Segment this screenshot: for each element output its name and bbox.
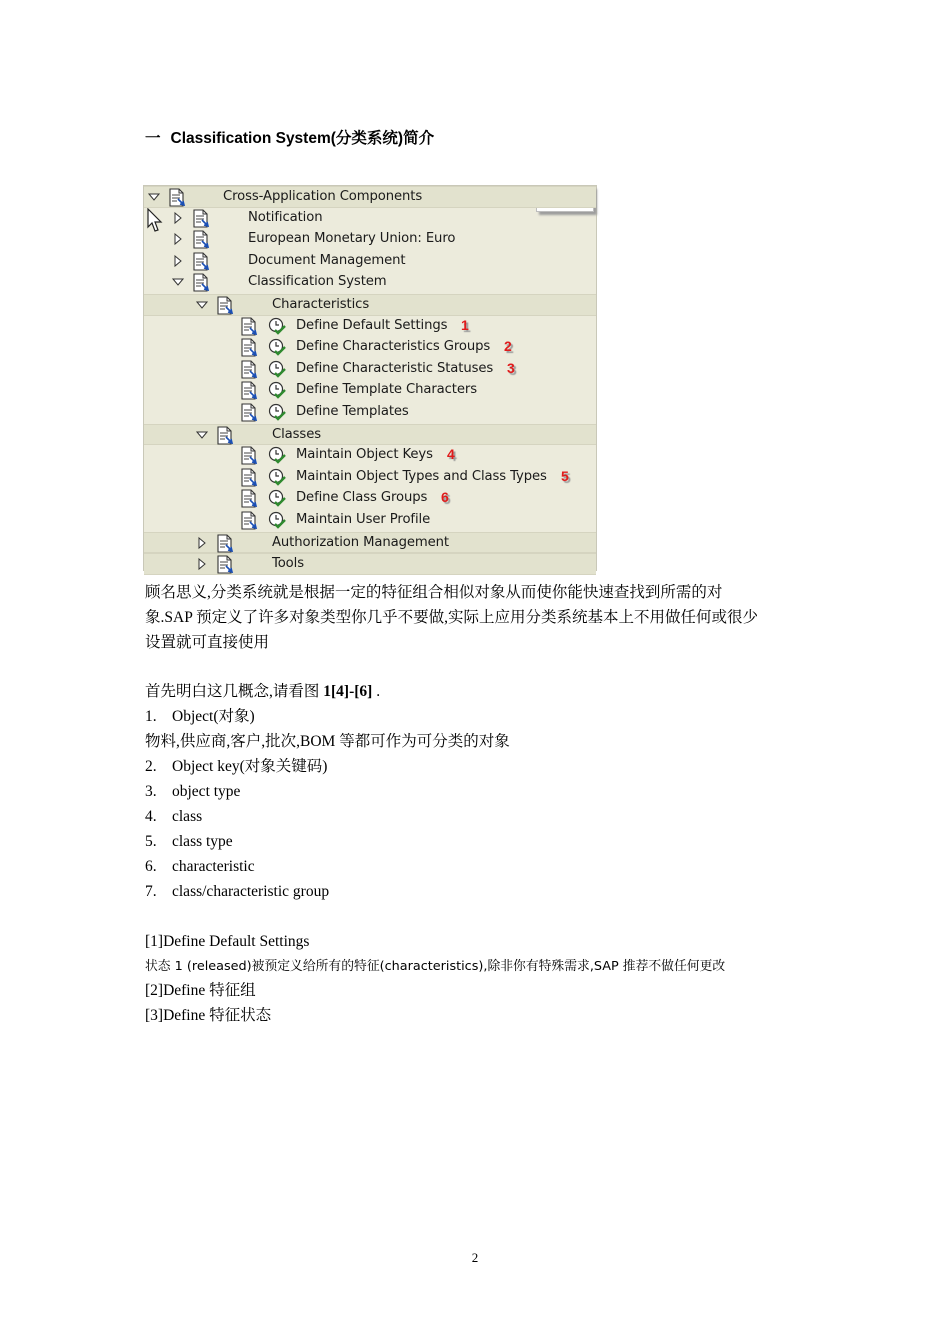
concepts-lead-text: 首先明白这几概念,请看图 xyxy=(145,683,324,700)
note-3: [3]Define 特征状态 xyxy=(145,1007,272,1024)
tree-node-label[interactable]: Define Template Characters xyxy=(296,382,477,398)
heading-dash: 一 xyxy=(145,130,161,147)
list-item xyxy=(145,779,510,804)
tree-node-label[interactable]: Maintain Object Types and Class Types xyxy=(296,468,547,484)
concepts-lead xyxy=(145,679,380,704)
execute-clock-icon[interactable] xyxy=(268,446,287,465)
document-icon xyxy=(192,252,210,271)
execute-clock-icon[interactable] xyxy=(268,489,287,508)
execute-clock-icon[interactable] xyxy=(268,338,287,357)
documentation-icon[interactable] xyxy=(240,489,258,508)
concepts-list xyxy=(145,704,510,904)
list-item xyxy=(145,754,510,779)
tree-node-label[interactable]: Document Management xyxy=(248,252,406,268)
list-number: 4. xyxy=(145,808,157,825)
tree-row[interactable] xyxy=(144,467,596,489)
tree-row[interactable] xyxy=(144,186,596,208)
collapse-triangle-icon[interactable] xyxy=(172,275,184,289)
list-number: 7. xyxy=(145,883,157,900)
tree-row[interactable] xyxy=(144,532,596,554)
tree-node-label[interactable]: Authorization Management xyxy=(272,534,449,550)
note-1-body: 状态 1 (released)被预定义给所有的特征(characteristics),除非你有特殊需求,SAP 推荐不做任何更改 xyxy=(145,959,726,974)
list-text: 物料,供应商,客户,批次,BOM 等都可作为可分类的对象 xyxy=(145,733,510,750)
intro-line-1: 顾名思义,分类系统就是根据一定的特征组合相似对象从而使你能快速查找到所需的对 xyxy=(145,584,723,601)
tree-node-label[interactable]: Classification System xyxy=(248,274,387,290)
annotation-badge: 4 xyxy=(447,446,455,463)
page-number: 2 xyxy=(471,1250,479,1265)
execute-clock-icon[interactable] xyxy=(268,360,287,379)
list-number: 2. xyxy=(145,758,157,775)
list-number: 1. xyxy=(145,708,157,725)
documentation-icon[interactable] xyxy=(240,317,258,336)
list-item xyxy=(145,879,510,904)
tree-node-label[interactable]: Characteristics xyxy=(272,297,370,312)
expand-triangle-icon[interactable] xyxy=(172,211,184,225)
tree-row[interactable] xyxy=(144,337,596,359)
annotation-badge: 2 xyxy=(504,338,512,355)
tree-node-label[interactable]: Maintain User Profile xyxy=(296,512,431,527)
document-icon xyxy=(192,230,210,249)
collapse-triangle-icon[interactable] xyxy=(196,428,208,442)
collapse-triangle-icon[interactable] xyxy=(196,298,208,312)
intro-line-3: 设置就可直接使用 xyxy=(145,634,270,651)
document-icon xyxy=(216,426,234,445)
list-text: Object key(对象关键码) xyxy=(172,758,328,775)
tree-row[interactable] xyxy=(144,272,596,294)
list-item xyxy=(145,804,510,829)
section-heading xyxy=(145,126,434,148)
document-icon xyxy=(192,273,210,292)
documentation-icon[interactable] xyxy=(240,446,258,465)
note-1-title: [1]Define Default Settings xyxy=(145,933,310,950)
tree-node-label[interactable]: Cross-Application Components xyxy=(223,189,423,204)
tree-node-label[interactable]: Define Class Groups xyxy=(296,490,428,506)
list-item xyxy=(145,829,510,854)
collapse-triangle-icon[interactable] xyxy=(148,190,160,204)
tree-row[interactable] xyxy=(144,380,596,402)
tree-row[interactable] xyxy=(144,424,596,446)
tree-row[interactable] xyxy=(144,208,596,230)
concepts-lead-suffix: . xyxy=(372,683,381,700)
list-text: class type xyxy=(172,833,233,850)
documentation-icon[interactable] xyxy=(240,468,258,487)
expand-triangle-icon[interactable] xyxy=(196,536,208,550)
tree-row[interactable] xyxy=(144,402,596,424)
list-text: object type xyxy=(172,783,241,800)
tree-row[interactable] xyxy=(144,510,596,532)
execute-clock-icon[interactable] xyxy=(268,317,287,336)
tree-node-label[interactable]: Classes xyxy=(272,426,321,442)
list-item xyxy=(145,704,510,729)
tree-node-label[interactable]: Notification xyxy=(248,209,323,225)
tree-node-label[interactable]: Tools xyxy=(272,556,304,572)
tree-row[interactable] xyxy=(144,445,596,467)
documentation-icon[interactable] xyxy=(240,403,258,422)
figure-reference: 1[4]-[6] xyxy=(323,683,373,700)
tree-row[interactable] xyxy=(144,553,596,575)
tree-node-label[interactable]: Define Characteristic Statuses xyxy=(296,360,494,376)
tree-row[interactable] xyxy=(144,229,596,251)
tree-row[interactable] xyxy=(144,488,596,510)
tree-row[interactable] xyxy=(144,294,596,316)
documentation-icon[interactable] xyxy=(240,381,258,400)
documentation-icon[interactable] xyxy=(240,360,258,379)
expand-triangle-icon[interactable] xyxy=(172,232,184,246)
list-number: 6. xyxy=(145,858,157,875)
list-number: 3. xyxy=(145,783,157,800)
annotation-badge: 6 xyxy=(441,489,449,506)
tree-node-label[interactable]: Maintain Object Keys xyxy=(296,447,433,463)
documentation-icon[interactable] xyxy=(240,511,258,530)
tree-node-label[interactable]: Define Characteristics Groups xyxy=(296,339,491,355)
document-icon xyxy=(216,555,234,574)
tree-row[interactable] xyxy=(144,316,596,338)
list-item xyxy=(145,854,510,879)
annotation-badge: 1 xyxy=(461,316,469,333)
tree-node-label[interactable]: Define Default Settings xyxy=(296,317,448,333)
list-text: Object(对象) xyxy=(172,708,255,725)
intro-line-2: 象.SAP 预定义了许多对象类型你几乎不要做,实际上应用分类系统基本上不用做任何或很少 xyxy=(145,609,758,626)
execute-clock-icon[interactable] xyxy=(268,381,287,400)
intro-paragraph xyxy=(145,580,758,655)
document-icon xyxy=(216,534,234,553)
document-icon xyxy=(216,296,234,315)
document-icon xyxy=(168,188,186,207)
document-icon xyxy=(192,209,210,228)
annotation-badge: 3 xyxy=(507,359,515,376)
sap-tree-screenshot xyxy=(143,185,597,571)
documentation-icon[interactable] xyxy=(240,338,258,357)
list-text: class/characteristic group xyxy=(172,883,330,900)
expand-triangle-icon[interactable] xyxy=(172,254,184,268)
note-2: [2]Define 特征组 xyxy=(145,982,256,999)
list-number: 5. xyxy=(145,833,157,850)
execute-clock-icon[interactable] xyxy=(268,511,287,530)
execute-clock-icon[interactable] xyxy=(268,468,287,487)
tree-node-label[interactable]: Define Templates xyxy=(296,404,409,419)
list-item xyxy=(145,729,510,754)
annotation-badge: 5 xyxy=(561,467,569,484)
list-text: characteristic xyxy=(172,858,255,875)
tree-row[interactable] xyxy=(144,359,596,381)
list-text: class xyxy=(172,808,203,825)
tree-row[interactable] xyxy=(144,251,596,273)
tree-node-label[interactable]: European Monetary Union: Euro xyxy=(248,231,456,247)
expand-triangle-icon[interactable] xyxy=(196,557,208,571)
execute-clock-icon[interactable] xyxy=(268,403,287,422)
heading-text: Classification System(分类系统)简介 xyxy=(170,130,435,147)
